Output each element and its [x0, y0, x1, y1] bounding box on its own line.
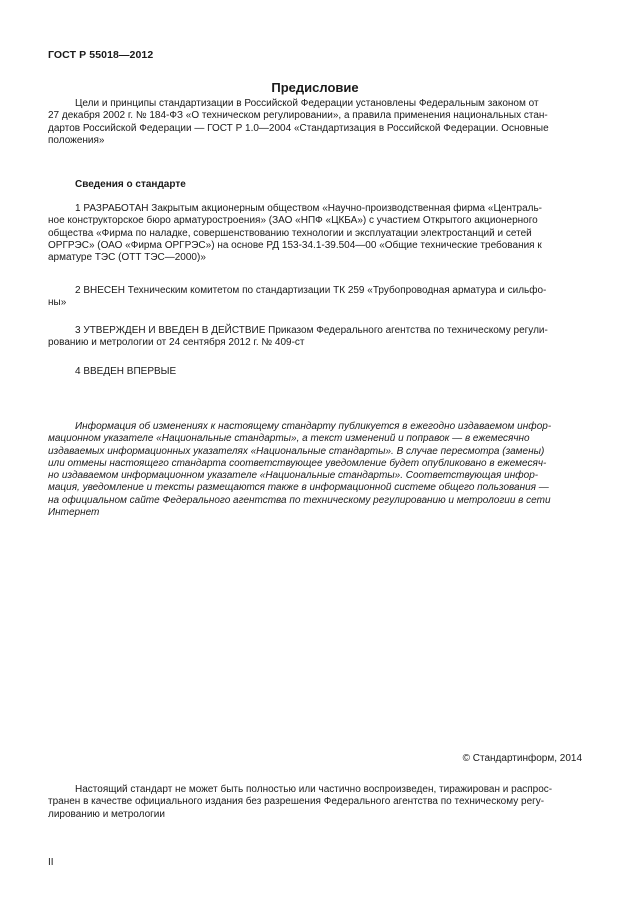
info-heading: Сведения о стандарте [75, 179, 186, 190]
copyright-notice: © Стандартинформ, 2014 [462, 753, 582, 764]
info-line: ны» [48, 297, 67, 309]
notice-line: Информация об изменениях к настоящему стандарту публикуется в ежегодно издаваемом инфор- [75, 421, 552, 432]
info-item-3 [48, 325, 584, 350]
notice-line: но издаваемом информационном указателе «Национальные стандарты». Соответствующая инфор- [48, 470, 539, 482]
notice-line: или отмены настоящего стандарта соответствующее уведомление будет опубликовано в ежемесяч- [48, 457, 547, 469]
notice-line: мационном указателе «Национальные стандарты», а текст изменений и поправок — в ежемесячно [48, 433, 530, 445]
notice-line: на официальном сайте Федерального агентства по техническому регулированию и метрологии в сети [48, 494, 551, 506]
intro-line: положения» [48, 134, 105, 146]
page-title: Предисловие [271, 80, 359, 95]
info-line: арматуре ТЭС (ОТТ ТЭС—2000)» [48, 252, 206, 264]
legal-line: транен в качестве официального издания без разрешения Федерального агентства по техническому регу- [48, 796, 545, 808]
page-number: II [48, 857, 54, 868]
info-line: общества «Фирма по наладке, совершенствованию технологии и эксплуатации электростанций и сетей [48, 227, 532, 239]
info-line: 2 ВНЕСЕН Техническим комитетом по стандартизации ТК 259 «Трубопроводная арматура и сильфо- [75, 285, 547, 296]
info-line: ОРГРЭС» (ОАО «Фирма ОРГРЭС») на основе РД 153-34.1-39.504—00 «Общие технические требования к [48, 239, 542, 251]
info-line: ное конструкторское бюро арматуростроения» (ЗАО «НПФ «ЦКБА») с участием Открытого акционерного [48, 215, 538, 227]
info-line: 1 РАЗРАБОТАН Закрытым акционерным обществом «Научно-производственная фирма «Централь- [75, 203, 543, 214]
notice-line: издаваемых информационных указателях «Национальные стандарты». В случае пересмотра (замены) [48, 445, 545, 457]
info-line: 4 ВВЕДЕН ВПЕРВЫЕ [75, 366, 177, 377]
intro-line: Цели и принципы стандартизации в Российской Федерации установлены Федеральным законом от [75, 98, 539, 109]
notice-line: мация, уведомление и тексты размещаются также в информационной системе общего пользования — [48, 482, 549, 494]
legal-line: лированию и метрологии [48, 808, 165, 820]
info-item-1 [48, 203, 584, 264]
info-line: 3 УТВЕРЖДЕН И ВВЕДЕН В ДЕЙСТВИЕ Приказом Федерального агентства по техническому регули- [75, 325, 548, 336]
intro-line: 27 декабря 2002 г. № 184-ФЗ «О техническом регулировании», а правила применения национальных стан- [48, 110, 548, 122]
info-item-4 [48, 366, 584, 378]
intro-paragraph [48, 98, 584, 147]
legal-paragraph [48, 784, 584, 821]
notice-line: Интернет [48, 507, 100, 519]
notice-paragraph [48, 421, 584, 519]
legal-line: Настоящий стандарт не может быть полностью или частично воспроизведен, тиражирован и распрос- [75, 784, 553, 795]
standard-code-header: ГОСТ Р 55018—2012 [48, 49, 154, 61]
intro-line: дартов Российской Федерации — ГОСТ Р 1.0—2004 «Стандартизация в Российской Федерации. Основные [48, 122, 549, 134]
info-item-2 [48, 285, 584, 310]
info-line: рованию и метрологии от 24 сентября 2012 г. № 409-ст [48, 337, 305, 349]
